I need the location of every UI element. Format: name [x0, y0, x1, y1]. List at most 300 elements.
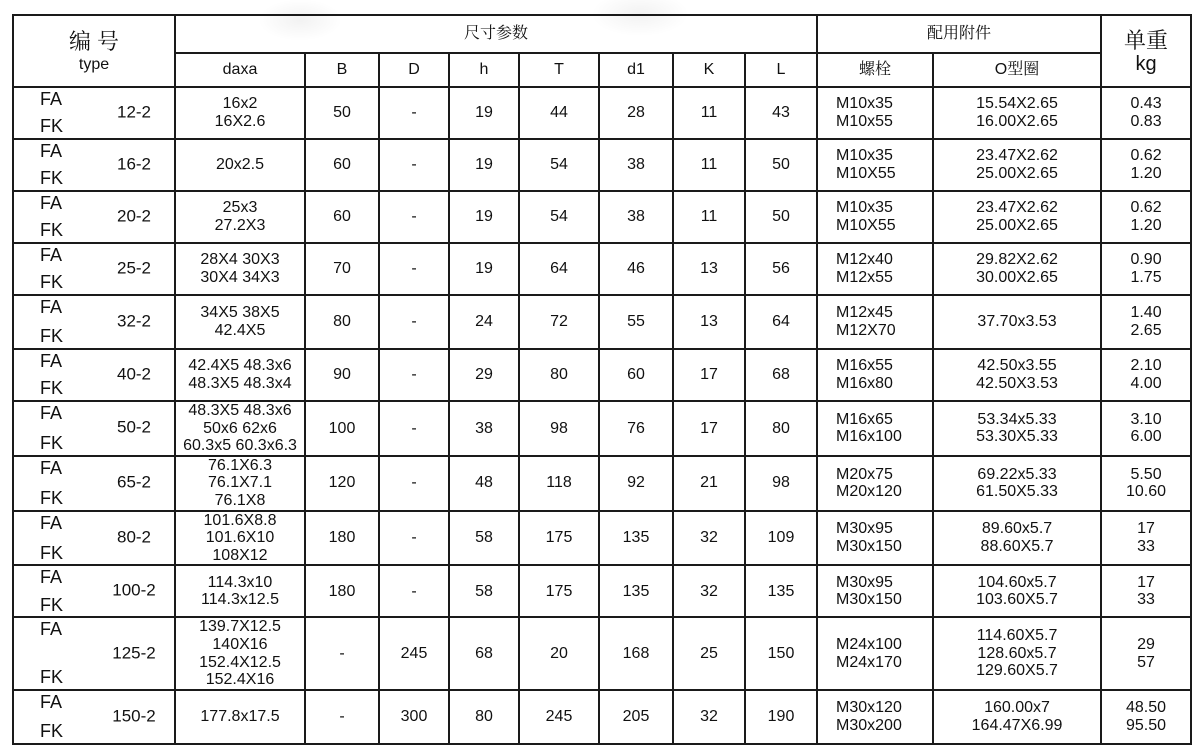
daxa-value: 20x2.5: [215, 156, 265, 174]
cell-t: 54: [519, 191, 599, 243]
table-row: [13, 139, 1191, 191]
oring-value: 23.47X2.62: [976, 199, 1058, 217]
type-size: 150-2: [112, 706, 156, 726]
bolt-value: M30x150: [836, 591, 902, 609]
type-cell: [13, 565, 175, 617]
accessories-group-header: 配用附件: [817, 15, 1101, 53]
daxa-value: 76.1X6.3 76.1X7.1: [207, 456, 273, 492]
daxa-value: 139.7X12.5: [199, 618, 281, 636]
weight-value: 1.20: [1130, 165, 1162, 182]
oring-value: 29.82X2.62: [976, 251, 1058, 269]
code-header-en: type: [78, 56, 110, 74]
cell-l: 109: [745, 511, 817, 566]
weight-header-unit: kg: [1135, 53, 1157, 76]
col-B: B: [305, 53, 379, 87]
type-fa: FA: [40, 89, 63, 109]
cell-t: 80: [519, 349, 599, 401]
cell-b: 90: [305, 349, 379, 401]
type-cell: [13, 295, 175, 349]
bolt-cell: [817, 87, 933, 139]
oring-cell: [933, 139, 1101, 191]
table-row: [13, 349, 1191, 401]
bolt-value: M20x75: [836, 465, 893, 483]
cell-k: 17: [673, 349, 745, 401]
oring-value: 30.00X2.65: [976, 269, 1058, 286]
oring-value: 104.60x5.7: [977, 573, 1057, 591]
bolt-cell: [817, 191, 933, 243]
bolt-cell: [817, 565, 933, 617]
type-size: 100-2: [112, 581, 156, 600]
daxa-value: 114.3x12.5: [201, 591, 279, 609]
oring-value: 129.60X5.7: [976, 662, 1058, 680]
weight-value: 0.90: [1130, 251, 1162, 269]
weight-value: 4.00: [1130, 375, 1162, 392]
cell-d: -: [379, 295, 449, 349]
bolt-cell: [817, 690, 933, 744]
col-K: K: [673, 53, 745, 87]
type-fa: FA: [40, 245, 63, 265]
table-row: [13, 456, 1191, 511]
table-row: [13, 565, 1191, 617]
cell-t: 54: [519, 139, 599, 191]
col-d1: d1: [599, 53, 673, 87]
oring-value: 89.60x5.7: [981, 520, 1053, 538]
oring-cell: [933, 87, 1101, 139]
oring-value: 25.00X2.65: [976, 165, 1058, 182]
weight-value: 95.50: [1126, 716, 1167, 734]
cell-b: 180: [305, 511, 379, 566]
cell-k: 21: [673, 456, 745, 511]
weight-cell: [1101, 139, 1191, 191]
weight-value: 17: [1137, 573, 1155, 591]
oring-value: 42.50X3.53: [976, 375, 1058, 392]
col-daxa: daxa: [175, 53, 305, 87]
weight-cell: [1101, 690, 1191, 744]
type-cell: [13, 243, 175, 295]
oring-cell: [933, 690, 1101, 744]
type-fk: FK: [40, 168, 64, 189]
type-cell: [13, 401, 175, 456]
weight-cell: [1101, 243, 1191, 295]
cell-k: 32: [673, 511, 745, 566]
daxa-cell: [175, 565, 305, 617]
cell-h: 68: [449, 617, 519, 689]
weight-cell: [1101, 191, 1191, 243]
cell-d: -: [379, 349, 449, 401]
type-fk: FK: [40, 666, 64, 687]
bolt-value: M16x55: [836, 357, 893, 375]
bolt-value: M24x170: [836, 653, 902, 671]
cell-h: 19: [449, 87, 519, 139]
daxa-cell: [175, 511, 305, 566]
oring-value: 114.60X5.7: [976, 627, 1058, 645]
type-size: 80-2: [116, 527, 152, 547]
cell-d1: 28: [599, 87, 673, 139]
daxa-value: 50x6 62x6: [203, 419, 277, 437]
oring-value: 16.00X2.65: [976, 113, 1058, 130]
table-row: [13, 295, 1191, 349]
cell-h: 80: [449, 690, 519, 744]
weight-value: 10.60: [1126, 483, 1167, 501]
oring-value: 15.54X2.65: [976, 95, 1058, 113]
cell-l: 43: [745, 87, 817, 139]
daxa-value: 152.4X16: [205, 671, 275, 689]
cell-d1: 38: [599, 191, 673, 243]
oring-cell: [933, 511, 1101, 566]
type-fa: FA: [40, 567, 63, 588]
weight-value: 1.40: [1130, 304, 1162, 322]
daxa-cell: [175, 243, 305, 295]
daxa-value: 101.6X8.8: [203, 511, 277, 529]
code-header: [13, 15, 175, 87]
oring-value: 160.00x7: [984, 699, 1050, 717]
weight-value: 33: [1137, 591, 1155, 609]
cell-d1: 38: [599, 139, 673, 191]
oring-cell: [933, 565, 1101, 617]
oring-value: 61.50X5.33: [976, 483, 1058, 501]
cell-k: 25: [673, 617, 745, 689]
type-size: 20-2: [116, 206, 152, 226]
weight-value: 1.20: [1130, 217, 1162, 234]
oring-cell: [933, 295, 1101, 349]
cell-d1: 135: [599, 565, 673, 617]
cell-l: 64: [745, 295, 817, 349]
cell-l: 68: [745, 349, 817, 401]
daxa-value: 76.1X8: [214, 491, 266, 509]
daxa-value: 177.8x17.5: [200, 707, 280, 725]
cell-t: 72: [519, 295, 599, 349]
cell-h: 29: [449, 349, 519, 401]
cell-d1: 168: [599, 617, 673, 689]
cell-l: 190: [745, 690, 817, 744]
cell-h: 19: [449, 191, 519, 243]
daxa-value: 30X4 34X3: [200, 269, 280, 286]
cell-d1: 92: [599, 456, 673, 511]
type-size: 12-2: [116, 102, 152, 122]
bolt-value: M16x65: [836, 410, 893, 428]
weight-value: 1.75: [1130, 269, 1162, 286]
daxa-value: 16X2.6: [214, 113, 266, 130]
table-row: [13, 243, 1191, 295]
cell-b: -: [305, 690, 379, 744]
type-size: 50-2: [116, 418, 152, 438]
weight-header: [1101, 15, 1191, 87]
cell-d1: 46: [599, 243, 673, 295]
type-size: 125-2: [112, 643, 156, 663]
type-fa: FA: [40, 403, 63, 423]
oring-value: 103.60X5.7: [976, 591, 1058, 609]
daxa-cell: [175, 401, 305, 456]
cell-b: 70: [305, 243, 379, 295]
bolt-value: M30x150: [836, 537, 902, 555]
bolt-value: M10X55: [836, 217, 896, 234]
type-fa: FA: [40, 512, 63, 533]
type-cell: [13, 139, 175, 191]
oring-value: 88.60X5.7: [980, 537, 1054, 555]
oring-cell: [933, 191, 1101, 243]
oring-value: 37.70x3.53: [977, 313, 1057, 331]
weight-value: 0.62: [1130, 147, 1162, 165]
weight-cell: [1101, 565, 1191, 617]
type-fk: FK: [40, 487, 64, 508]
bolt-value: M12x55: [836, 269, 893, 286]
cell-h: 58: [449, 565, 519, 617]
col-L: L: [745, 53, 817, 87]
table-row: [13, 191, 1191, 243]
bolt-cell: [817, 401, 933, 456]
type-fk: FK: [40, 272, 64, 293]
cell-b: -: [305, 617, 379, 689]
cell-d: -: [379, 191, 449, 243]
type-cell: [13, 191, 175, 243]
cell-d1: 76: [599, 401, 673, 456]
oring-cell: [933, 617, 1101, 689]
type-fa: FA: [40, 193, 63, 213]
type-fa: FA: [40, 141, 63, 161]
cell-h: 48: [449, 456, 519, 511]
cell-t: 98: [519, 401, 599, 456]
weight-value: 2.65: [1130, 322, 1162, 339]
daxa-value: 101.6X10: [205, 529, 275, 547]
oring-value: 23.47X2.62: [976, 147, 1058, 165]
spec-table: [12, 14, 1192, 745]
col-T: T: [519, 53, 599, 87]
cell-d: -: [379, 511, 449, 566]
cell-l: 150: [745, 617, 817, 689]
col-bolt: 螺栓: [817, 53, 933, 87]
type-fa: FA: [40, 619, 63, 640]
cell-l: 135: [745, 565, 817, 617]
cell-h: 58: [449, 511, 519, 566]
col-D: D: [379, 53, 449, 87]
cell-t: 118: [519, 456, 599, 511]
type-cell: [13, 456, 175, 511]
cell-h: 19: [449, 139, 519, 191]
weight-value: 0.62: [1130, 199, 1162, 217]
bolt-value: M30x95: [836, 573, 893, 591]
daxa-value: 27.2X3: [214, 217, 266, 234]
cell-k: 32: [673, 565, 745, 617]
bolt-cell: [817, 511, 933, 566]
bolt-value: M10x55: [836, 113, 893, 130]
cell-d1: 60: [599, 349, 673, 401]
cell-b: 180: [305, 565, 379, 617]
weight-value: 48.50: [1126, 699, 1167, 717]
bolt-cell: [817, 139, 933, 191]
cell-k: 11: [673, 191, 745, 243]
type-fk: FK: [40, 220, 64, 241]
cell-b: 80: [305, 295, 379, 349]
bolt-value: M10x35: [836, 147, 893, 165]
type-cell: [13, 690, 175, 744]
oring-value: 164.47X6.99: [971, 716, 1063, 734]
cell-k: 13: [673, 295, 745, 349]
type-size: 32-2: [116, 311, 152, 331]
cell-b: 100: [305, 401, 379, 456]
daxa-value: 108X12: [212, 546, 268, 564]
weight-cell: [1101, 295, 1191, 349]
cell-h: 38: [449, 401, 519, 456]
type-fa: FA: [40, 297, 63, 317]
bolt-cell: [817, 349, 933, 401]
bolt-cell: [817, 617, 933, 689]
type-fk: FK: [40, 432, 64, 453]
weight-cell: [1101, 401, 1191, 456]
weight-value: 2.10: [1130, 357, 1162, 375]
daxa-cell: [175, 349, 305, 401]
bolt-value: M12x45: [836, 304, 893, 322]
cell-l: 50: [745, 191, 817, 243]
cell-d1: 205: [599, 690, 673, 744]
type-fk: FK: [40, 326, 64, 347]
oring-value: 128.60x5.7: [977, 644, 1057, 662]
bolt-value: M10x35: [836, 199, 893, 217]
daxa-value: 152.4X12.5: [199, 653, 281, 671]
table-row: [13, 87, 1191, 139]
table-row: [13, 617, 1191, 689]
weight-cell: [1101, 617, 1191, 689]
daxa-value: 48.3X5 48.3x4: [188, 375, 292, 392]
daxa-value: 25x3: [222, 199, 258, 217]
cell-h: 19: [449, 243, 519, 295]
cell-d: 245: [379, 617, 449, 689]
col-h: h: [449, 53, 519, 87]
daxa-value: 60.3x5 60.3x6.3: [183, 437, 297, 455]
type-cell: [13, 349, 175, 401]
bolt-value: M10x35: [836, 95, 893, 113]
bolt-value: M16x80: [836, 375, 893, 392]
cell-k: 32: [673, 690, 745, 744]
daxa-value: 34X5 38X5: [200, 304, 280, 322]
type-fk: FK: [40, 720, 64, 741]
daxa-value: 42.4X5: [214, 322, 266, 339]
daxa-cell: [175, 87, 305, 139]
oring-value: 25.00X2.65: [976, 217, 1058, 234]
type-cell: [13, 617, 175, 689]
type-fk: FK: [40, 378, 64, 399]
cell-t: 20: [519, 617, 599, 689]
cell-l: 80: [745, 401, 817, 456]
bolt-cell: [817, 456, 933, 511]
cell-t: 175: [519, 511, 599, 566]
code-header-cn: 编 号: [68, 29, 120, 55]
bolt-value: M30x95: [836, 520, 893, 538]
bolt-cell: [817, 243, 933, 295]
daxa-cell: [175, 690, 305, 744]
weight-value: 17: [1137, 520, 1155, 538]
daxa-value: 140X16: [212, 635, 268, 653]
weight-value: 33: [1137, 537, 1155, 555]
cell-t: 245: [519, 690, 599, 744]
oring-value: 42.50x3.55: [977, 357, 1057, 375]
type-size: 40-2: [116, 364, 152, 384]
table-row: [13, 690, 1191, 744]
daxa-value: 16x2: [222, 95, 258, 113]
type-fa: FA: [40, 457, 63, 478]
type-size: 65-2: [116, 472, 152, 492]
oring-value: 53.30X5.33: [976, 428, 1058, 446]
type-fa: FA: [40, 351, 63, 371]
weight-cell: [1101, 349, 1191, 401]
daxa-cell: [175, 617, 305, 689]
cell-d1: 135: [599, 511, 673, 566]
oring-value: 53.34x5.33: [977, 410, 1057, 428]
type-fk: FK: [40, 116, 64, 137]
type-size: 25-2: [116, 258, 152, 278]
cell-d: -: [379, 565, 449, 617]
dimensions-group-header: 尺寸参数: [175, 15, 817, 53]
type-cell: [13, 87, 175, 139]
type-cell: [13, 511, 175, 566]
col-oring: O型圈: [933, 53, 1101, 87]
daxa-value: 42.4X5 48.3x6: [188, 357, 292, 375]
cell-b: 60: [305, 191, 379, 243]
weight-header-cn: 单重: [1124, 27, 1169, 53]
daxa-cell: [175, 191, 305, 243]
cell-k: 11: [673, 87, 745, 139]
weight-cell: [1101, 456, 1191, 511]
cell-d1: 55: [599, 295, 673, 349]
weight-value: 0.83: [1130, 113, 1162, 130]
cell-d: -: [379, 401, 449, 456]
cell-d: 300: [379, 690, 449, 744]
weight-cell: [1101, 511, 1191, 566]
table-row: [13, 401, 1191, 456]
cell-d: -: [379, 139, 449, 191]
cell-t: 64: [519, 243, 599, 295]
cell-d: -: [379, 87, 449, 139]
bolt-value: M10X55: [836, 165, 896, 182]
oring-cell: [933, 401, 1101, 456]
bolt-value: M12x40: [836, 251, 893, 269]
weight-value: 3.10: [1130, 410, 1162, 428]
weight-value: 29: [1137, 635, 1155, 653]
weight-cell: [1101, 87, 1191, 139]
bolt-value: M20x120: [836, 483, 902, 501]
cell-d: -: [379, 456, 449, 511]
bolt-value: M30x200: [836, 716, 902, 734]
cell-b: 120: [305, 456, 379, 511]
oring-cell: [933, 349, 1101, 401]
cell-t: 44: [519, 87, 599, 139]
bolt-value: M16x100: [836, 428, 902, 446]
weight-value: 57: [1137, 653, 1155, 671]
cell-b: 50: [305, 87, 379, 139]
bolt-cell: [817, 295, 933, 349]
daxa-cell: [175, 456, 305, 511]
cell-b: 60: [305, 139, 379, 191]
cell-k: 13: [673, 243, 745, 295]
cell-l: 50: [745, 139, 817, 191]
oring-value: 69.22x5.33: [977, 465, 1057, 483]
cell-k: 17: [673, 401, 745, 456]
spec-table-body: [13, 87, 1191, 744]
cell-d: -: [379, 243, 449, 295]
type-fk: FK: [40, 594, 64, 615]
daxa-cell: [175, 295, 305, 349]
daxa-cell: [175, 139, 305, 191]
cell-t: 175: [519, 565, 599, 617]
daxa-value: 28X4 30X3: [200, 251, 280, 269]
oring-cell: [933, 456, 1101, 511]
type-fk: FK: [40, 542, 64, 563]
weight-value: 0.43: [1130, 95, 1162, 113]
oring-cell: [933, 243, 1101, 295]
bolt-value: M30x120: [836, 699, 902, 717]
cell-k: 11: [673, 139, 745, 191]
weight-value: 6.00: [1130, 428, 1162, 446]
cell-l: 98: [745, 456, 817, 511]
